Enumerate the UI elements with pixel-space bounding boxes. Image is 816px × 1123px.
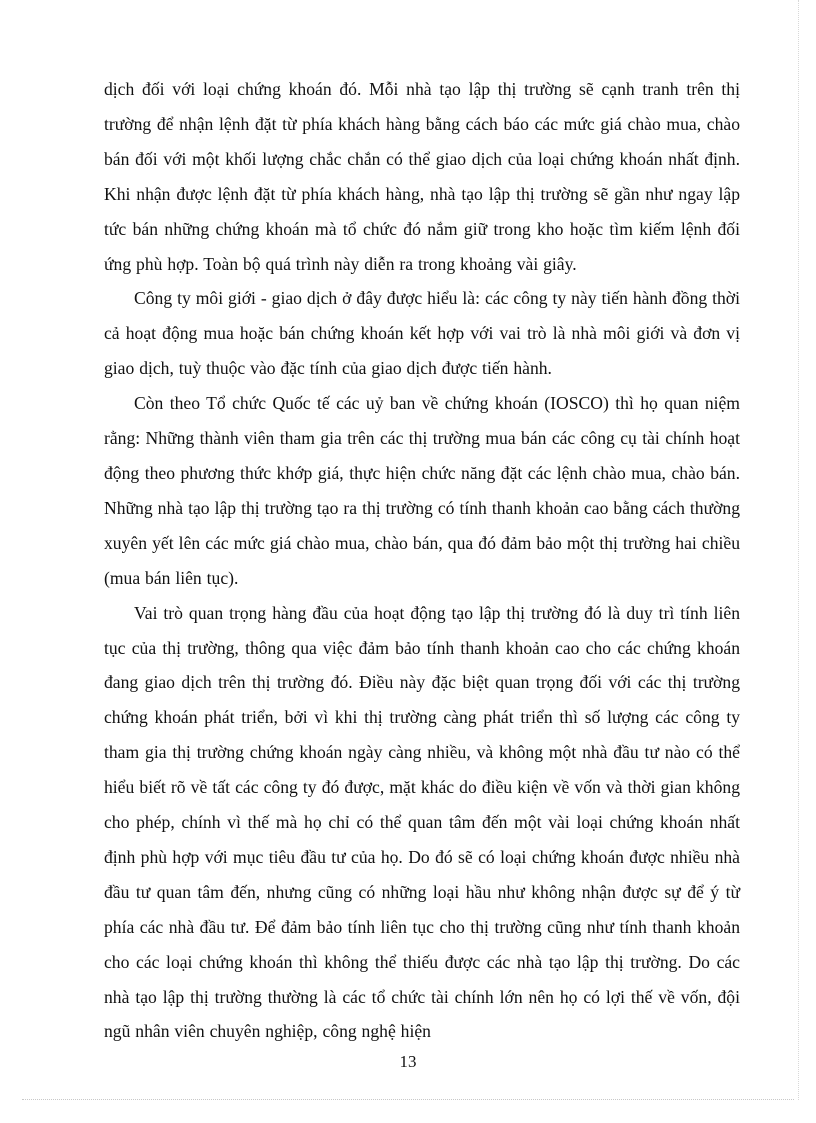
paragraph-market-maker-role: Vai trò quan trọng hàng đầu của hoạt động tạo lập thị trường đó là duy trì tính liên tục của thị trường, thông qua việc đảm bảo tính thanh khoản cao cho các chứng khoán đang giao dịch trên thị trường đó. Điều này đặc biệt quan trọng đối với các thị trường chứng khoán phát triển, bởi vì khi thị trường càng phát triển thì số lượng các công ty tham gia thị trường chứng khoán ngày càng nhiều, và không một nhà đầu tư nào có thể hiểu biết rõ về tất các công ty đó được, mặt khác do điều kiện về vốn và thời gian không cho phép, chính vì thế mà họ chỉ có thể quan tâm đến một vài loại chứng khoán nhất định phù hợp với mục tiêu đầu tư của họ. Do đó sẽ có loại chứng khoán được nhiều nhà đầu tư quan tâm đến, nhưng cũng có những loại hầu như không nhận được sự để ý từ phía các nhà đầu tư. Để đảm bảo tính liên tục cho thị trường cũng như tính thanh khoản cho các loại chứng khoán thì không thể thiếu được các nhà tạo lập thị trường. Do các nhà tạo lập thị trường thường là các tổ chức tài chính lớn nên họ có lợi thế về vốn, đội ngũ nhân viên chuyên nghiệp, công nghệ hiện: [104, 602, 740, 1042]
paragraph-iosco: Còn theo Tổ chức Quốc tế các uỷ ban về chứng khoán (IOSCO) thì họ quan niệm rằng: Những thành viên tham gia trên các thị trường mua bán các công cụ tài chính hoạt động theo phương thức khớp giá, thực hiện chức năng đặt các lệnh chào mua, chào bán. Những nhà tạo lập thị trường tạo ra thị trường có tính thanh khoản cao bằng cách thường xuyên yết lên các mức giá chào mua, chào bán, qua đó đảm bảo một thị trường hai chiều (mua bán liên tục).: [104, 393, 740, 588]
page-number: 13: [399, 1052, 417, 1071]
paragraph-broker-dealer: Công ty môi giới - giao dịch ở đây được hiểu là: các công ty này tiến hành đồng thời cả hoạt động mua hoặc bán chứng khoán kết hợp với vai trò là nhà môi giới và đơn vị giao dịch, tuỳ thuộc vào đặc tính của giao dịch được tiến hành.: [104, 288, 740, 379]
paragraph-continued: dịch đối với loại chứng khoán đó. Mỗi nhà tạo lập thị trường sẽ cạnh tranh trên thị trường để nhận lệnh đặt từ phía khách hàng bằng cách báo các mức giá chào mua, chào bán đối với một khối lượng chắc chắn có thể giao dịch của loại chứng khoán nhất định. Khi nhận được lệnh đặt từ phía khách hàng, nhà tạo lập thị trường sẽ gần như ngay lập tức bán những chứng khoán mà tổ chức đó nắm giữ trong kho hoặc tìm kiếm lệnh đối ứng phù hợp. Toàn bộ quá trình này diễn ra trong khoảng vài giây.: [104, 79, 740, 274]
page-bottom-divider: [22, 1099, 794, 1100]
body-text: [104, 72, 740, 1049]
page-right-divider: [798, 0, 799, 1100]
